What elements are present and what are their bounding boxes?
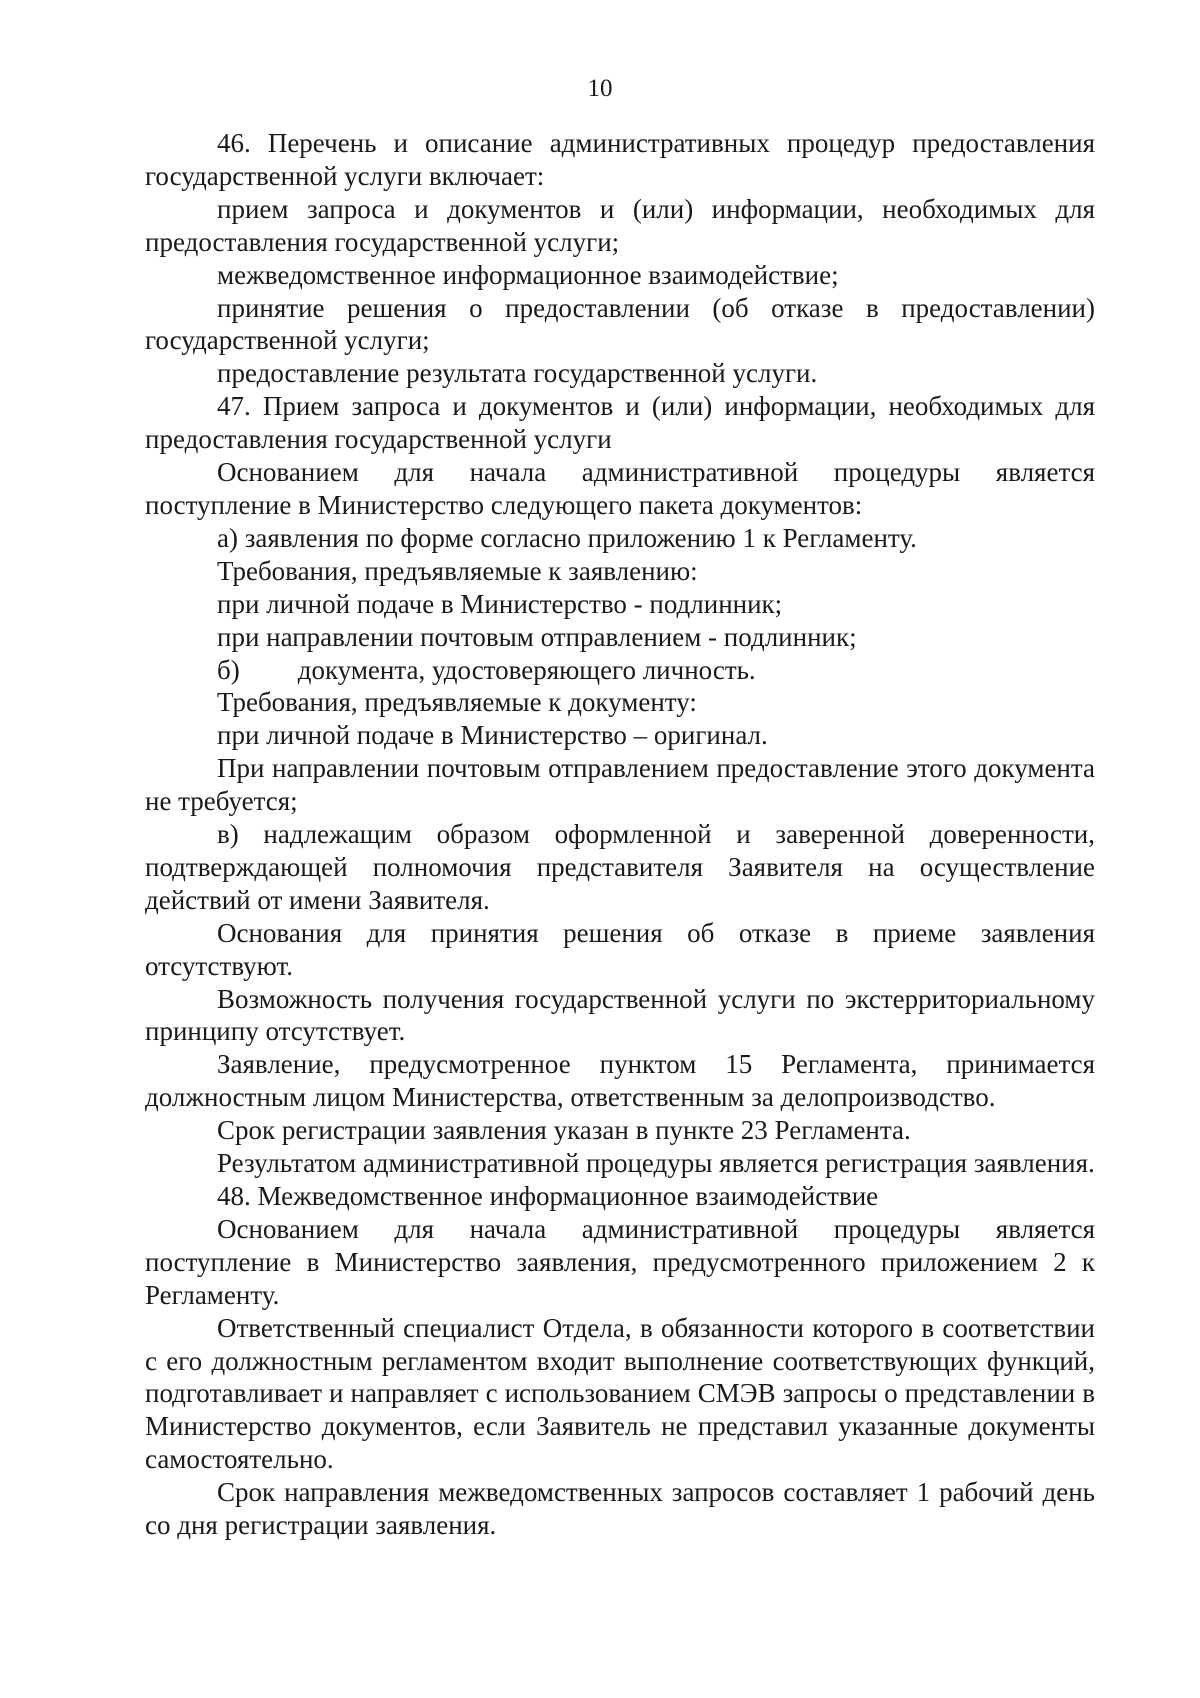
paragraph-47-title: 47. Прием запроса и документов и (или) информации, необходимых для предоставления государственной услуги — [145, 391, 1095, 455]
list-item-b-text: документа, удостоверяющего личность. — [297, 654, 756, 685]
paragraph-text: Срок направления межведомственных запросов составляет 1 рабочий день со дня регистрации заявления. — [145, 1477, 1095, 1541]
paragraph-text: При направлении почтовым отправлением предоставление этого документа не требуется; — [145, 753, 1095, 817]
paragraph-text: Требования, предъявляемые к заявлению: — [217, 555, 698, 586]
paragraph-item: межведомственное информационное взаимодействие; — [217, 259, 839, 290]
paragraph-item: предоставление результата государственной услуги. — [217, 358, 818, 389]
paragraph-text: Требования, предъявляемые к документу: — [217, 687, 697, 718]
list-item-b — [145, 654, 1095, 687]
paragraph-item: при личной подаче в Министерство - подлинник; — [217, 588, 783, 619]
paragraph-text: Результатом административной процедуры является регистрация заявления. — [217, 1148, 1095, 1179]
paragraph-item: прием запроса и документов и (или) информации, необходимых для предоставления государственной услуги; — [145, 193, 1095, 257]
paragraph-item: при личной подаче в Министерство – оригинал. — [217, 720, 768, 751]
list-marker-b: б) — [217, 654, 240, 685]
paragraph-text: Срок регистрации заявления указан в пункте 23 Регламента. — [217, 1115, 911, 1146]
paragraph-text: Основанием для начала административной процедуры является поступление в Министерство заявления, предусмотренного приложением 2 к Регламенту. — [145, 1213, 1095, 1310]
paragraph-48-title: 48. Межведомственное информационное взаимодействие — [217, 1181, 879, 1211]
list-item-v: в) надлежащим образом оформленной и заверенной доверенности, подтверждающей полномочия представителя Заявителя на осуществление действий от имени Заявителя. — [145, 819, 1095, 915]
paragraph-text: Возможность получения государственной услуги по экстерриториальному принципу отсутствует. — [145, 983, 1095, 1047]
paragraph-46-title: 46. Перечень и описание административных процедур предоставления государственной услуги включает: — [145, 128, 1095, 191]
page-number: 10 — [587, 75, 613, 102]
paragraph-item: принятие решения о предоставлении (об отказе в предоставлении) государственной услуги; — [145, 292, 1095, 356]
paragraph-text: Заявление, предусмотренное пунктом 15 Регламента, принимается должностным лицом Министерства, ответственным за делопроизводство. — [145, 1049, 1095, 1113]
list-item-a: а) заявления по форме согласно приложению 1 к Регламенту. — [217, 522, 917, 553]
paragraph-text: Основанием для начала административной процедуры является поступление в Министерство следующего пакета документов: — [145, 457, 1095, 520]
paragraph-text: Ответственный специалист Отдела, в обязанности которого в соответствии с его должностным регламентом входит выполнение соответствующих функций, подготавливает и направляет с использованием СМЭВ запросы о представлении в Министерство документов, если Заявитель не представил указанные документы самостоятельно. — [145, 1312, 1095, 1475]
paragraph-item: при направлении почтовым отправлением - подлинник; — [217, 621, 857, 652]
paragraph-text: Основания для принятия решения об отказе в приеме заявления отсутствуют. — [145, 917, 1095, 981]
document-body — [145, 127, 1095, 1542]
